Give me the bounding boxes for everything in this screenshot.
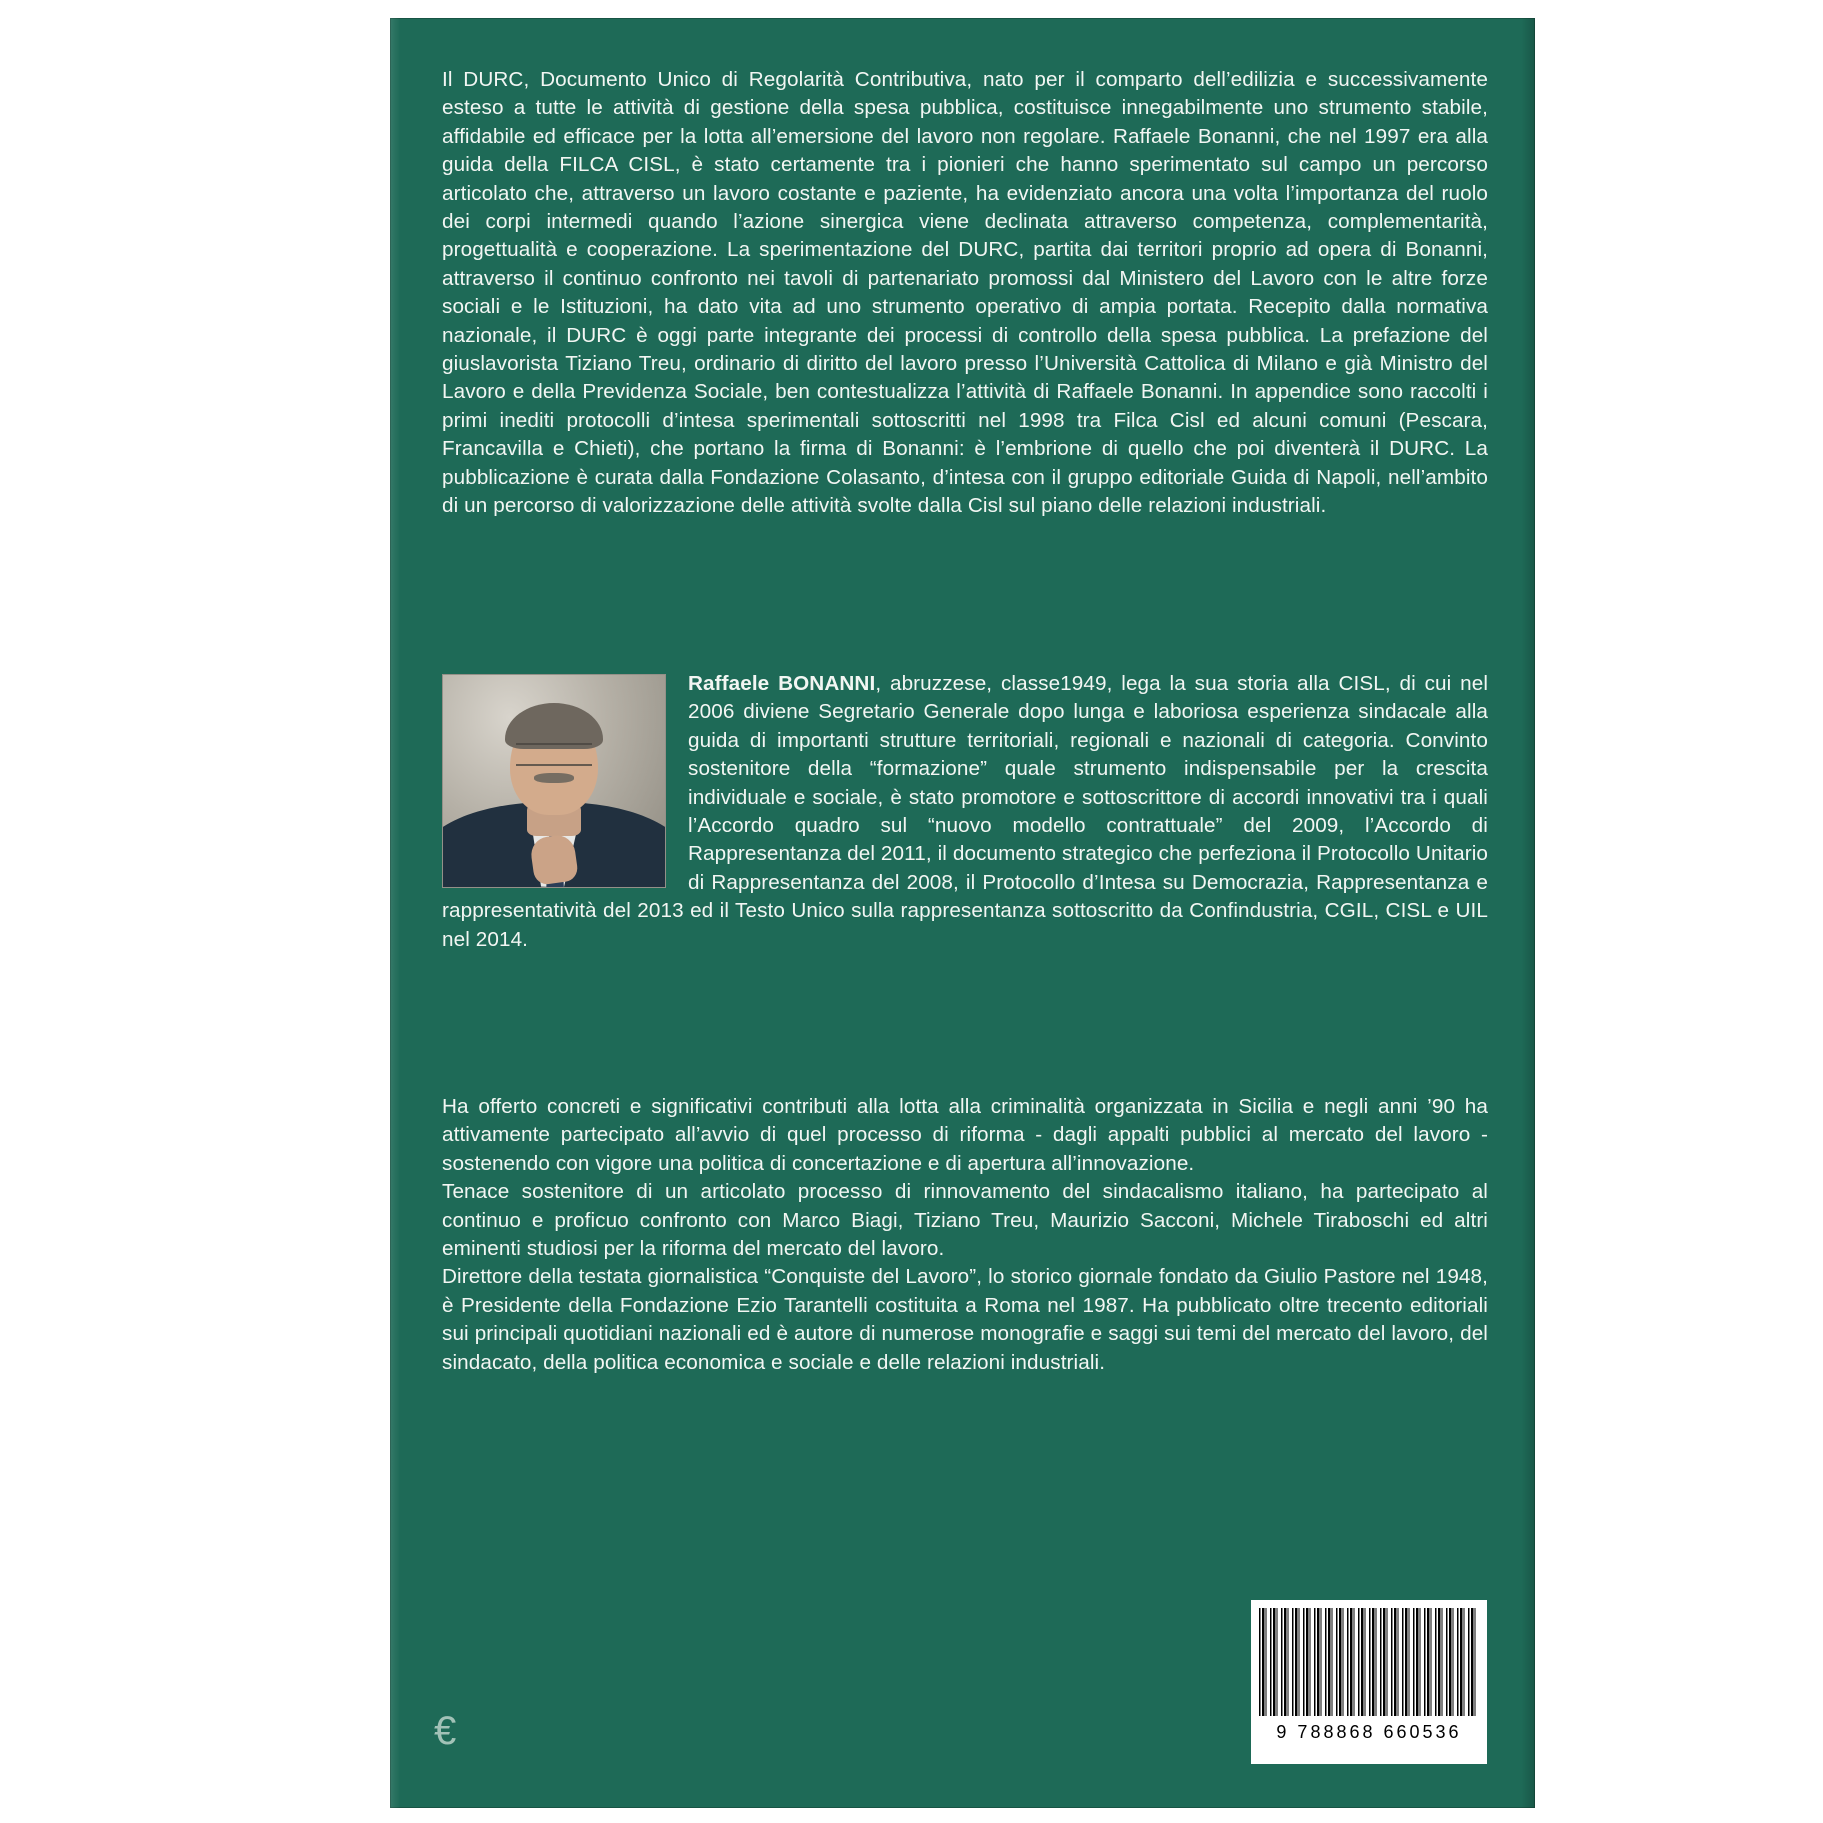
book-back-cover <box>390 18 1535 1808</box>
author-bio-intro: , abruzzese, classe1949, lega la sua storia alla CISL, di cui nel 2006 diviene Segretario Generale dopo lunga e laboriosa esperienza sindacale alla guida di importanti strutture territoriali, regionali e nazionali di categoria. Convinto sostenitore della “formazione” quale strumento indispensabile per la crescita individuale e sociale, è stato promotore e sottoscrittore di accordi innovativi tra i quali l’Accordo quadro sul “nuovo modello contrattuale” del 2009, l’Accordo di Rappresentanza del 2011, il documento strategico che perfeziona il Protocollo Unitario di Rappresentanza del 2008, il Protocollo d’Intesa su Democrazia, Rappresentanza e rappresentatività del 2013 ed il Testo Unico sulla rappresentanza sottoscritto da Confindustria, CGIL, CISL e UIL nel 2014. <box>442 672 1489 951</box>
author-bio-paragraphs <box>442 1093 1488 1377</box>
back-cover-blurb: Il DURC, Documento Unico di Regolarità Contributiva, nato per il comparto dell’edilizia e successivamente esteso a tutte le attività di gestione della spesa pubblica, costituisce innegabilmente uno strumento stabile, affidabile ed efficace per la lotta all’emersione del lavoro non regolare. Raffaele Bonanni, che nel 1997 era alla guida della FILCA CISL, è stato certamente tra i pionieri che hanno sperimentato sul campo un percorso articolato che, attraverso un lavoro costante e paziente, ha evidenziato ancora una volta l’importanza del ruolo dei corpi intermedi quando l’azione sinergica viene declinata attraverso competenza, complementarità, progettualità e cooperazione. La sperimentazione del DURC, partita dai territori proprio ad opera di Bonanni, attraverso il continuo confronto nei tavoli di partenariato promossi dal Ministero del Lavoro con le altre forze sociali e le Istituzioni, ha dato vita ad uno strumento operativo di ampia portata. Recepito dalla normativa nazionale, il DURC è oggi parte integrante dei processi di controllo della spesa pubblica. La prefazione del giuslavorista Tiziano Treu, ordinario di diritto del lavoro presso l’Università Cattolica di Milano e già Ministro del Lavoro e della Previdenza Sociale, ben contestualizza l’attività di Raffaele Bonanni. In appendice sono raccolti i primi inediti protocolli d’intesa sperimentali sottoscritti nel 1998 tra Filca Cisl ed alcuni comuni (Pescara, Francavilla e Chieti), che portano la firma di Bonanni: è l’embrione di quello che poi diventerà il DURC. La pubblicazione è curata dalla Fondazione Colasanto, d’intesa con il gruppo editoriale Guida di Napoli, nell’ambito di un percorso di valorizzazione delle attività svolte dalla Cisl sul piano delle relazioni industriali. <box>442 68 1488 518</box>
author-bio-block <box>442 670 1488 954</box>
barcode-icon <box>1259 1608 1479 1716</box>
bio-paragraph: Direttore della testata giornalistica “Conquiste del Lavoro”, lo storico giornale fondato da Giulio Pastore nel 1948, è Presidente della Fondazione Ezio Tarantelli costituita a Roma nel 1987. Ha pubblicato oltre trecento editoriali sui principali quotidiani nazionali ed è autore di numerose monografie e saggi sui temi del mercato del lavoro, del sindacato, della politica economica e sociale e delle relazioni industriali. <box>442 1265 1488 1374</box>
author-name: Raffaele BONANNI <box>688 672 876 695</box>
isbn-number: 9 788868 660536 <box>1276 1722 1462 1742</box>
isbn-barcode <box>1251 1600 1487 1764</box>
euro-currency-icon: € <box>434 1709 457 1753</box>
bio-paragraph: Ha offerto concreti e significativi contributi alla lotta alla criminalità organizzata in Sicilia e negli anni ’90 ha attivamente partecipato all’avvio di quel processo di riforma - dagli appalti pubblici al mercato del lavoro - sostenendo con vigore una politica di concertazione e di apertura all’innovazione. <box>442 1095 1488 1175</box>
bio-paragraph: Tenace sostenitore di un articolato processo di rinnovamento del sindacalismo italiano, ha partecipato al continuo e proficuo confronto con Marco Biagi, Tiziano Treu, Maurizio Sacconi, Michele Tiraboschi ed altri eminenti studiosi per la riforma del mercato del lavoro. <box>442 1180 1488 1261</box>
portrait-mustache <box>534 773 574 784</box>
portrait-glasses <box>516 743 591 766</box>
author-portrait-photo <box>442 674 666 888</box>
